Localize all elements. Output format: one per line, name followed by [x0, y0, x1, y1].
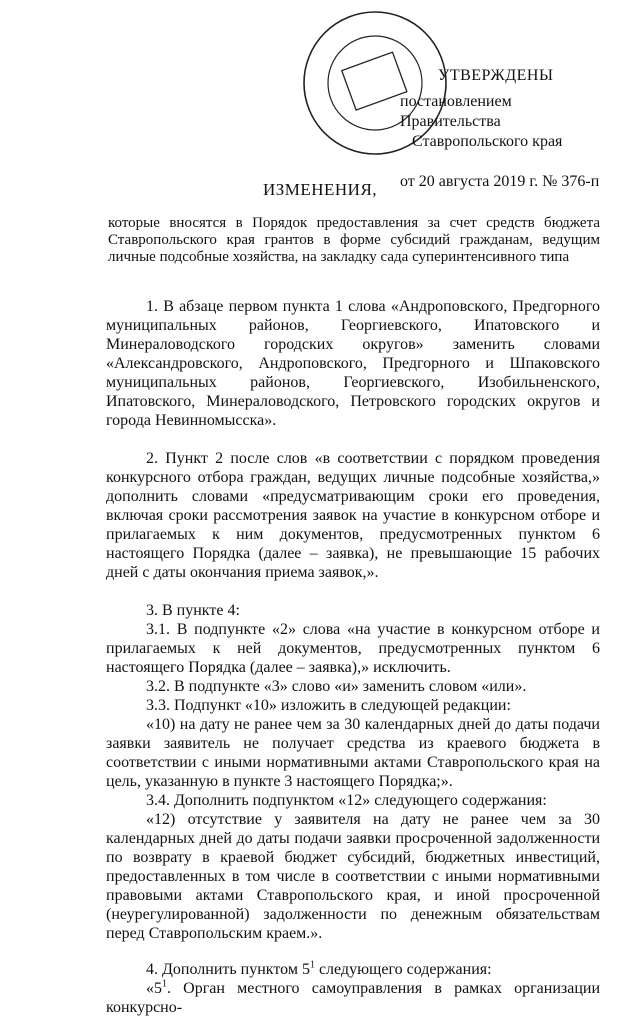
approval-date: от 20 августа 2019 г. № 376-п — [400, 173, 600, 190]
paragraph-3-3-text: «10) на дату не ранее чем за 30 календарных дней до даты подачи заявки заявитель не получает средства из краевого бюджета в соответствии с иными нормативными актами Ставропольского края на цель, указанную в пункте 3 настоящего Порядка;». — [106, 716, 600, 790]
paragraph-4-text: «$5^1$. Орган местного самоуправления в рамках организации конкурсно- — [106, 978, 600, 1016]
approval-title: УТВЕРЖДЕНЫ — [438, 67, 554, 84]
paragraph-3-4-text: «12) отсутствие у заявителя на дату не ранее чем за 30 календарных дней до даты подачи заявки просроченной задолженности по возврату в краевой бюджет субсидий, бюджетных инвестиций, предоставленных в том числе в соответствии с иными нормативными правовыми актами Ставропольского края, и иной просроченной (неурегулированной) задолженности по денежным обязательствам перед Ставропольским краем.». — [106, 811, 600, 942]
document-body — [106, 278, 600, 1017]
paragraph-2: 2. Пункт 2 после слов «в соответствии с порядком проведения конкурсного отбора граждан, ведущих личные подсобные хозяйства,» дополнить словами «предусматривающим сроки его проведения, включая сроки рассмотрения заявок на участие в конкурсном отборе и прилагаемых к ним документов, предусмотренных пунктом 6 настоящего Порядка (далее – заявка), не превышающие 15 рабочих дней с даты окончания приема заявок,». — [106, 450, 601, 581]
document-subtitle: которые вносятся в Порядок предоставления за счет средств бюджета Ставропольского края грантов в форме субсидий гражданам, ведущим личные подсобные хозяйства, на закладку сада суперинтенсивного типа — [108, 215, 600, 265]
paragraph-3-2: 3.2. В подпункте «3» слово «и» заменить словом «или». — [146, 678, 527, 695]
paragraph-1: 1. В абзаце первом пункта 1 слова «Андроповского, Предгорного муниципальных районов, Георгиевского, Ипатовского и Минераловодского городских округов» заменить словами «Александровского, Андроповского, Предгорного и Шпаковского муниципальных районов, Георгиевского, Изобильненского, Ипатовского, Минераловодского, Петровского городских округов и города Невинномысска». — [106, 298, 600, 429]
approval-line-1: постановлением Правительства — [400, 93, 512, 130]
paragraph-3: 3. В пункте 4: — [146, 602, 240, 619]
approval-line-2: Ставропольского края — [412, 133, 563, 150]
paragraph-3-3: 3.3. Подпункт «10» изложить в следующей редакции: — [146, 697, 511, 714]
paragraph-3-4: 3.4. Дополнить подпунктом «12» следующего содержания: — [146, 792, 547, 809]
document-title: ИЗМЕНЕНИЯ, — [262, 180, 378, 199]
paragraph-3-1: 3.1. В подпункте «2» слова «на участие в конкурсном отборе и прилагаемых к ней документов, предусмотренных пунктом 6 настоящего Порядка (далее – заявка),» исключить. — [106, 621, 600, 676]
approval-block — [400, 66, 610, 192]
paragraph-4: 4. Дополнить пунктом $5^1$ следующего содержания: — [146, 959, 492, 978]
